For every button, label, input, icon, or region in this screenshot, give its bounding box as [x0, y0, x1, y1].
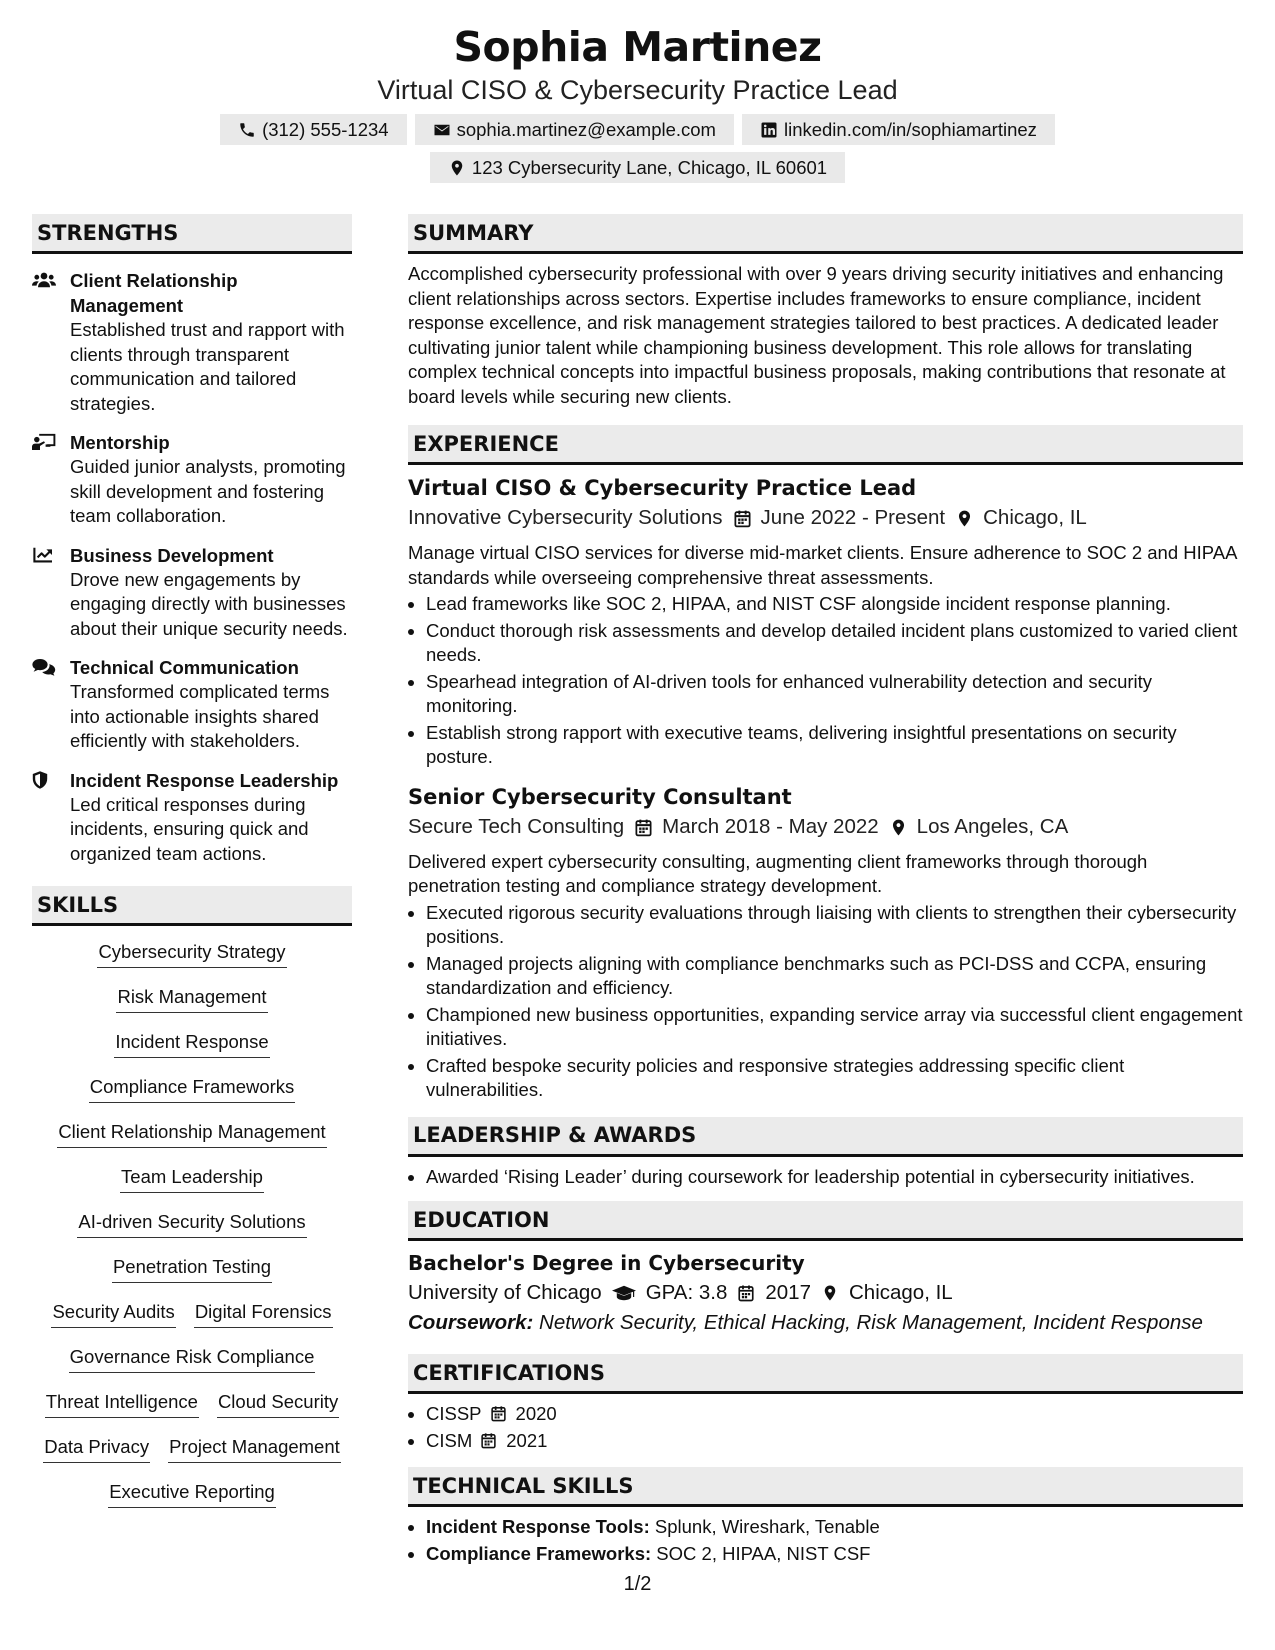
calendar-icon: [737, 1284, 755, 1302]
job-bullets: [408, 901, 1243, 1103]
email-chip[interactable]: [415, 114, 734, 145]
candidate-name: Sophia Martinez: [453, 23, 822, 71]
certification-name: • CISSP: [426, 1403, 482, 1424]
strength-item: [32, 543, 352, 642]
certification-name: • CISM: [426, 1429, 473, 1451]
strength-title: Business Development: [70, 544, 274, 566]
strength-item: [32, 268, 352, 416]
address-text: 123 Cybersecurity Lane, Chicago, IL 60601: [471, 156, 828, 178]
skill-tag: Security Audits: [51, 1300, 175, 1328]
skill-tag: Executive Reporting: [108, 1480, 276, 1508]
phone-text: (312) 555-1234: [262, 118, 389, 140]
skill-tag: Governance Risk Compliance: [69, 1345, 316, 1373]
summary-heading: SUMMARY: [408, 214, 1243, 254]
users-icon: [32, 271, 70, 289]
skills-list: [32, 940, 352, 1525]
job-entry: [408, 473, 1243, 770]
job-dates: March 2018 - May 2022: [662, 814, 879, 838]
skill-tag: AI-driven Security Solutions: [77, 1210, 306, 1238]
skills-heading: SKILLS: [32, 886, 352, 926]
skill-tag: Risk Management: [116, 985, 267, 1013]
job-title: Virtual CISO & Cybersecurity Practice Lead: [408, 476, 917, 500]
job-bullet: • Conduct thorough risk assessments and develop detailed incident plans customized to varied client needs.: [426, 619, 1243, 668]
leadership-item: • Awarded ‘Rising Leader’ during coursework for leadership potential in cybersecurity initiatives.: [426, 1165, 1243, 1190]
job-title: Senior Cybersecurity Consultant: [408, 784, 792, 809]
job-description: Delivered expert cybersecurity consulting, augmenting client frameworks through thorough penetration testing and compliance strategy development.: [408, 850, 1148, 896]
company-name: Innovative Cybersecurity Solutions: [408, 506, 723, 529]
strength-title: Incident Response Leadership: [70, 769, 339, 791]
strength-title: Client Relationship Management: [70, 270, 238, 316]
skill-tag: Data Privacy: [43, 1435, 150, 1463]
email-text: sophia.martinez@example.com: [456, 118, 716, 140]
phone-chip[interactable]: [220, 114, 407, 145]
job-bullet: • Lead frameworks like SOC 2, HIPAA, and NIST CSF alongside incident response planning.: [426, 592, 1243, 617]
job-location: Chicago, IL: [983, 506, 1087, 529]
certifications-list: [408, 1402, 1243, 1453]
graduation-cap-icon: [612, 1284, 636, 1302]
technical-skill-item: [426, 1515, 1243, 1540]
right-column: [408, 214, 1243, 1568]
strength-title: Technical Communication: [70, 657, 299, 678]
left-column: [32, 214, 352, 1525]
strength-desc: Led critical responses during incidents, ensuring quick and organized team actions.: [70, 793, 309, 864]
certifications-heading: CERTIFICATIONS: [408, 1354, 1243, 1394]
job-bullet: • Managed projects aligning with compliance benchmarks such as PCI-DSS and CCPA, ensuring standardization and efficiency.: [426, 952, 1243, 1001]
strength-desc: Drove new engagements by engaging directly with businesses about their unique security needs.: [70, 568, 348, 639]
comments-icon: [32, 658, 70, 676]
job-dates: June 2022 - Present: [760, 506, 946, 529]
strength-item: [32, 655, 352, 754]
chart-line-icon: [32, 546, 70, 564]
job-entry: [408, 782, 1243, 1103]
map-pin-icon: [955, 509, 973, 527]
skill-tag: Digital Forensics: [194, 1300, 333, 1328]
leadership-heading: LEADERSHIP & AWARDS: [408, 1117, 1243, 1157]
strength-desc: Guided junior analysts, promoting skill development and fostering team collaboration.: [70, 456, 346, 526]
skill-tag: Team Leadership: [120, 1165, 264, 1193]
strengths-heading: STRENGTHS: [32, 214, 352, 254]
shield-icon: [32, 771, 70, 789]
certification-year: 2021: [506, 1429, 548, 1451]
skill-tag: Penetration Testing: [112, 1255, 272, 1283]
strength-title: Mentorship: [70, 432, 170, 453]
calendar-icon: [634, 818, 652, 836]
resume-header: [0, 20, 1275, 183]
page-number: 1/2: [623, 1573, 652, 1595]
strength-item: [32, 430, 352, 529]
envelope-icon: [433, 121, 451, 139]
phone-icon: [238, 121, 256, 139]
skill-tag: Project Management: [168, 1435, 341, 1463]
leadership-list: [408, 1165, 1243, 1190]
job-bullet: • Executed rigorous security evaluations through liaising with clients to strengthen their cybersecurity positions.: [426, 901, 1243, 950]
strength-desc: Transformed complicated terms into actionable insights shared efficiently with stakeholders.: [70, 681, 330, 751]
skill-tag: Threat Intelligence: [45, 1390, 199, 1418]
degree-name: Bachelor's Degree in Cybersecurity: [408, 1251, 805, 1275]
school-name: University of Chicago: [408, 1281, 602, 1304]
skill-tag: Cybersecurity Strategy: [97, 940, 286, 968]
candidate-title: Virtual CISO & Cybersecurity Practice Lead: [377, 75, 898, 105]
coursework: [408, 1308, 1243, 1338]
technical-skill-label: Incident Response Tools:: [426, 1516, 650, 1537]
technical-skill-value: SOC 2, HIPAA, NIST CSF: [656, 1542, 871, 1564]
technical-skill-value: Splunk, Wireshark, Tenable: [654, 1516, 880, 1537]
linkedin-text: linkedin.com/in/sophiamartinez: [783, 118, 1037, 140]
school-location: Chicago, IL: [848, 1281, 953, 1304]
map-pin-icon: [448, 159, 466, 177]
skill-tag: Compliance Frameworks: [89, 1075, 296, 1103]
job-bullet: • Championed new business opportunities, expanding service array via successful client engagement initiatives.: [426, 1003, 1243, 1052]
summary-text: Accomplished cybersecurity professional with over 9 years driving security initiatives and enhancing client relationships across sectors. Expertise includes frameworks to ensure compliance, incident response excellence, and risk management strategies tailored to best practices. A dedicated leader cultivating junior talent while championing business development. This role allows for translating complex technical concepts into impactful business proposals, making contributions that resonate at board levels while securing new clients.: [408, 263, 1226, 407]
coursework-label: Coursework:: [408, 1311, 534, 1334]
calendar-icon: [490, 1405, 508, 1423]
linkedin-icon: [760, 121, 778, 139]
calendar-icon: [480, 1432, 498, 1450]
gpa: GPA: 3.8: [645, 1281, 728, 1304]
strength-desc: Established trust and rapport with clients through transparent communication and tailored strategies.: [70, 319, 345, 414]
technical-skills-heading: TECHNICAL SKILLS: [408, 1467, 1243, 1507]
technical-skill-item: [426, 1542, 1243, 1567]
skill-tag: Client Relationship Management: [57, 1120, 326, 1148]
coursework-text: Network Security, Ethical Hacking, Risk Management, Incident Response: [539, 1311, 1203, 1334]
certification-item: [426, 1402, 1243, 1427]
technical-skills-list: [408, 1515, 1243, 1566]
company-name: Secure Tech Consulting: [408, 814, 625, 838]
linkedin-chip[interactable]: [742, 114, 1055, 145]
map-pin-icon: [821, 1284, 839, 1302]
job-bullet: • Establish strong rapport with executive teams, delivering insightful presentations on security posture.: [426, 721, 1243, 770]
job-description: Manage virtual CISO services for diverse mid-market clients. Ensure adherence to SOC 2 and HIPAA standards while overseeing comprehensive threat assessments.: [408, 542, 1237, 588]
calendar-icon: [733, 509, 751, 527]
strength-item: [32, 768, 352, 867]
experience-heading: EXPERIENCE: [408, 425, 1243, 465]
certification-item: [426, 1429, 1243, 1454]
skill-tag: Cloud Security: [217, 1390, 339, 1418]
address-chip: [430, 152, 845, 183]
technical-skill-label: Compliance Frameworks:: [426, 1542, 652, 1564]
job-bullets: [408, 592, 1243, 770]
map-pin-icon: [889, 818, 907, 836]
job-bullet: • Spearhead integration of AI-driven tools for enhanced vulnerability detection and security monitoring.: [426, 670, 1243, 719]
graduation-year: 2017: [765, 1281, 811, 1304]
job-location: Los Angeles, CA: [916, 814, 1069, 838]
skill-tag: Incident Response: [114, 1030, 269, 1058]
job-bullet: • Crafted bespoke security policies and responsive strategies addressing specific client vulnerabilities.: [426, 1054, 1243, 1103]
certification-year: 2020: [515, 1403, 557, 1424]
chalkboard-teacher-icon: [32, 433, 70, 451]
education-heading: EDUCATION: [408, 1201, 1243, 1241]
